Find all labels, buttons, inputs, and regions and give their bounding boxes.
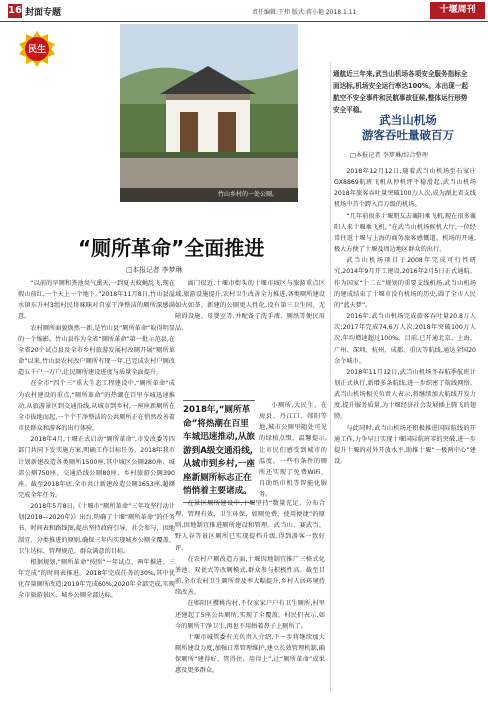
newspaper-brand: 十堰周刊 bbox=[430, 2, 485, 19]
minsheng-logo bbox=[18, 30, 56, 68]
paragraph: 在全市“四个三”重大生态工程建设中,“厕所革命”成为农村建设的重点,“厕所革命”的热潮在百里车城迅速推动,从旅游景区到交通沿线,从城市到乡村,一座座新厕所在全市拔地而起,一个个干净整洁的公共厕所正在悄然改善着市民群众和游客的出行体验。 bbox=[18, 380, 175, 433]
column-divider bbox=[330, 62, 331, 692]
right-article-title bbox=[346, 113, 470, 143]
toilet-photo bbox=[120, 24, 298, 202]
main-column-2-bottom bbox=[175, 498, 325, 696]
paragraph: 在农村户厕改造方面,十堰因地制宜推广三格式化粪池、双瓮式等改厕模式,群众参与积极性高。截至目前,全市农村卫生厕所普及率大幅提升,乡村人居环境持续改善。 bbox=[175, 555, 325, 597]
paragraph: 2018年5月8日,《十堰市“厕所革命”三年攻坚行动计划(2018—2020年)》出台,明确了十堰“厕所革命”的任务书、时间表和路线图,提出坚持政府引导、社会参与、因地制宜、分类推进的原则,确保三年内实现城乡公厕全覆盖、卫生达标、管理规范、群众满意的目标。 bbox=[18, 503, 175, 555]
paragraph: 2018年11月12日,武当山机场冬春航季航班计划正式执行,新增多条航线,进一步织密了航线网络。武当山机场相关负责人表示,将继续加大航线开发力度,提升服务质量,为十堰经济社会发展插上腾飞的翅膀。 bbox=[334, 368, 476, 421]
paragraph: 农村厕所面貌焕然一新,是竹山县“厕所革命”取得明显的一个缩影。竹山县作为全省“厕所革命”第一批示范县,在全省20个试点县及全市乡村旅游发展村改厕开展“厕所革命”以来,竹山县农村改户厕所有现一年,已完成农村户厕改造五千户一万户,让民厕所建设进度与质量全面提升。 bbox=[18, 324, 175, 377]
paragraph: 根据规划,“厕所革命”按照“一年试点、两年推进、三年完成”的时间表推进。2018年完成任务的30%,其中优化存量厕所改造;2019年完成60%;2020年全部完成,实现全市旅游景区、城乡公厕全部达标。 bbox=[18, 558, 175, 600]
paragraph: 十堰市城管委有关负责人介绍,下一步将继续加大厕所建设力度,加强日常管理维护,建立长效管理机制,确保厕所“建得好、管得住、用得上”,让“厕所革命”成果惠及更多群众。 bbox=[175, 633, 325, 675]
logo-text: 民生 bbox=[27, 45, 46, 55]
section-title: 封面专题 bbox=[25, 8, 62, 18]
paragraph: 与此同时,武当山机场还积极推进国际航线的开通工作,力争早日实现十堰国际航班零的突破,进一步提升十堰的对外开放水平,助推十堰“一极两中心”建设。 bbox=[334, 424, 476, 466]
paragraph: 2018年4月,十堰正式启动“厕所革命”,市发改委等四部门共同下发实施方案,明确工作目标任务。2018年我市计划新建改造各类厕所1500座,其中城区公厕280座、城郊公厕750座、交通沿线公厕80座、乡村旅游公厕390座。截至2018年底,全市共计新建改造公厕1653座,超额完成全年任务。 bbox=[18, 436, 175, 499]
paragraph: 在景区厕所建设中,十堰坚持“数量充足、分布合理、管理有效、卫生环保、如厕免费、使用便捷”的原则,因地制宜推进厕所建设和管理。武当山、赛武当、野人谷等景区厕所已实现提档升级,得到游客一致好评。 bbox=[175, 500, 325, 552]
main-column-2-side bbox=[259, 400, 327, 499]
edit-credit-line: 责任编辑:王炜 版式:蒋小艳 2018.1.11 bbox=[252, 9, 357, 16]
paragraph: 武当山机场项目于2008年完成可行性研究,2014年9月开工建设,2016年2月5日正式通航。作为国家“十二五”规划的重要支线机场,武当山机场的建成结束了十堰市没有机场的历史,圆了全市人民的“蓝天梦”。 bbox=[334, 257, 476, 309]
page-header bbox=[0, 0, 488, 22]
photo-caption: 竹山乡村的一处公厕。 bbox=[120, 188, 298, 202]
paragraph: “几年前很多十堰朋友去襄阳乘飞机,现在很多襄阳人来十堰乘飞机。”在武当山机场候机大厅,一位经常往返十堰与上海的商务旅客感慨道。机场的开通,极大方便了十堰及周边地区群众的出行。 bbox=[334, 212, 476, 254]
main-column-2-top bbox=[175, 278, 325, 398]
paragraph: 2018年12月12日,随着武当山机场至石家庄GX8869航班飞机从停机坪平稳滑起,武当山机场2018年旅客吞吐量突破100万人次,成为湖北省支线机场中首个跨入百万级的机场。 bbox=[334, 168, 476, 209]
main-byline: □本报记者 李梦琳 bbox=[126, 266, 183, 274]
paragraph: 小厕所,大民生。在房县、丹江口、郧阳等地,城市公厕里随处可见的绿植点缀、温馨提示,让市民们感受到城市的温度。一些有条件的厕所还实现了免费WiFi、自助纸巾机等智能化服务。 bbox=[259, 402, 327, 499]
right-title-line-1: 武当山机场 bbox=[379, 113, 437, 127]
paragraph: 离门很近,十堰市街头的十堰市城区与旅游重点区域,旅游设施提升,农村卫生改善全力推进,各类厕所建设如火如荼。新建的公厕更人性化,设有第三卫生间、无障碍设施、母婴室等,并配备了洗手液、厕纸等便民用品。 bbox=[175, 280, 325, 332]
right-title-line-2: 游客吞吐量破百万 bbox=[362, 128, 454, 142]
pull-quote: 2018年,“厕所革命”将热潮在百里车城迅速推动,从旅游到A级交通沿线,从城市到乡村,一座座新厕所标志正在悄悄着主要诸成。 bbox=[183, 400, 255, 503]
main-column-1 bbox=[18, 278, 175, 696]
page-number: 16 bbox=[8, 5, 22, 16]
paragraph: 在郧阳区樱桃沟村,不仅家家户户有卫生厕所,村里还建起了5座公共厕所,实现了全覆盖。村民们表示,如今的厕所干净卫生,再也不用捂着鼻子上厕所了。 bbox=[175, 600, 325, 630]
paragraph: 2016年,武当山机场完成旅客吞吐量20.8万人次;2017年完成74.6万人次;2018年突破100万人次,年均增速超过100%。目前,已开通北京、上海、广州、深圳、杭州、成都、重庆等航线,通达全国20余个城市。 bbox=[334, 313, 476, 365]
right-column bbox=[334, 166, 476, 696]
paragraph: “以前的旱厕和粪池臭气熏天,一到夏天蚊蝇乱飞,现在假山前红,一个天上一个地下。”2018年11月8日,竹山县溢水镇东升村3组村民将咪咪对自家干净整洁的厕所深感满意。 bbox=[18, 280, 175, 321]
right-lead-paragraph: 通航近三年来,武当山机场各项安全服务指标全面达标,机场安全运行率达100%。本出现一起航空不安全事件和民航事故征候,整体运行形势安全平稳。 bbox=[333, 70, 468, 114]
right-byline: □本报记者 李梦琳/综合整理 bbox=[350, 152, 428, 159]
main-article-title: “厕所革命”全面推进 bbox=[78, 236, 265, 260]
